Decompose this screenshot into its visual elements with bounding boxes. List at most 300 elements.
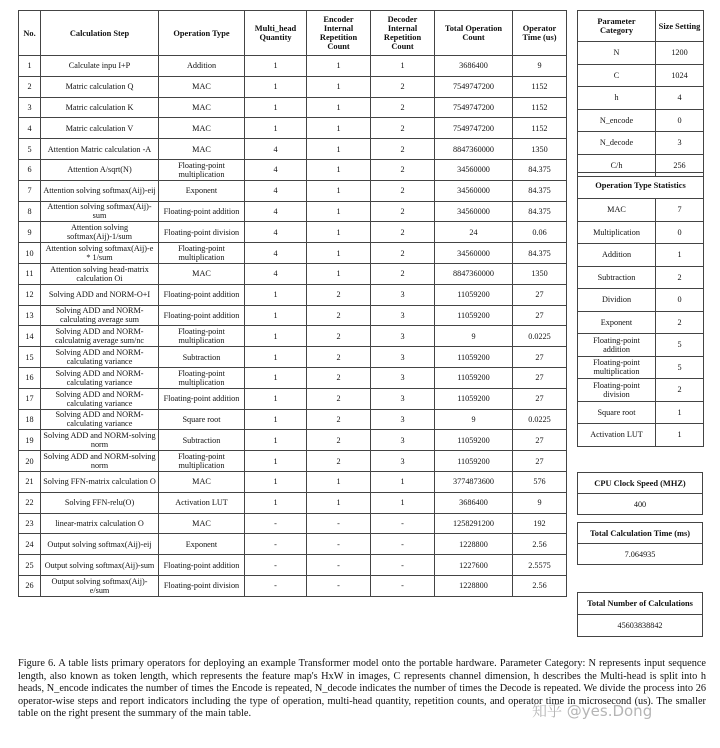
operator-row-cell: 11059200 <box>435 388 513 409</box>
operator-row-cell: 3 <box>371 409 435 430</box>
operator-row-cell: 2 <box>307 347 371 368</box>
operation-type-row-cell: 0 <box>656 221 704 244</box>
operation-type-row <box>578 199 704 222</box>
operator-row-cell: 2 <box>371 263 435 284</box>
operator-row-cell: 1 <box>245 305 307 326</box>
operator-row-cell: 14 <box>19 326 41 347</box>
operator-row-cell: 2 <box>371 76 435 97</box>
operator-row-cell: 3 <box>371 388 435 409</box>
operator-row-cell: 2.56 <box>513 534 567 555</box>
operator-row-cell: 11 <box>19 263 41 284</box>
parameter-row-cell: N_decode <box>578 132 656 155</box>
operator-row-cell: 15 <box>19 347 41 368</box>
operator-row-cell: 10 <box>19 243 41 264</box>
parameter-row <box>578 42 704 65</box>
operator-row-cell: - <box>371 534 435 555</box>
operator-row-cell: 3 <box>371 430 435 451</box>
operator-row-cell: 11059200 <box>435 430 513 451</box>
operator-row-cell: Floating-point addition <box>159 201 245 222</box>
operator-row-cell: 192 <box>513 513 567 534</box>
operator-row-cell: 3774873600 <box>435 471 513 492</box>
operator-row-cell: 7549747200 <box>435 118 513 139</box>
operator-row <box>19 471 567 492</box>
operator-row-cell: 2 <box>371 180 435 201</box>
operation-type-statistics-table <box>577 172 704 447</box>
operation-type-row <box>578 401 704 424</box>
operator-row-cell: Solving ADD and NORM-calculating variance <box>41 347 159 368</box>
operator-row-cell: 2 <box>307 305 371 326</box>
operator-row <box>19 243 567 264</box>
operator-row-cell: Solving ADD and NORM-O+I <box>41 284 159 305</box>
operator-row-cell: Attention A/sqrt(N) <box>41 159 159 180</box>
operator-row-cell: 11059200 <box>435 451 513 472</box>
operator-row-cell: 1152 <box>513 118 567 139</box>
operator-row-cell: Square root <box>159 409 245 430</box>
operator-row-cell: Attention solving softmax(Aij)-sum <box>41 201 159 222</box>
operator-row-cell: 1 <box>245 76 307 97</box>
operator-row-cell: 4 <box>245 159 307 180</box>
cpu-clock-table <box>577 472 703 515</box>
operator-row-cell: Floating-point addition <box>159 555 245 576</box>
parameter-table-header <box>578 11 704 42</box>
operator-row-cell: Attention solving softmax(Aij)-1/sum <box>41 222 159 243</box>
operator-row-cell: MAC <box>159 263 245 284</box>
operator-row-cell: 6 <box>19 159 41 180</box>
operator-row-cell: Activation LUT <box>159 492 245 513</box>
operator-row-cell: 11059200 <box>435 367 513 388</box>
operator-row <box>19 492 567 513</box>
operator-row-cell: Solving ADD and NORM-calculating average sum <box>41 305 159 326</box>
operator-row-cell: 1 <box>245 388 307 409</box>
operator-row-cell: Matric calculation K <box>41 97 159 118</box>
operator-row-cell: 1228800 <box>435 534 513 555</box>
total-time-value: 7.064935 <box>578 544 703 565</box>
operation-type-row-cell: Dividion <box>578 289 656 312</box>
operator-row-cell: 7 <box>19 180 41 201</box>
operation-type-row <box>578 289 704 312</box>
operator-row-cell: - <box>307 513 371 534</box>
operator-row-cell: 84.375 <box>513 201 567 222</box>
operator-row <box>19 326 567 347</box>
operator-row-cell: 4 <box>245 180 307 201</box>
operator-row-cell: 7549747200 <box>435 76 513 97</box>
operator-row-cell: 1227600 <box>435 555 513 576</box>
operator-row-cell: - <box>307 534 371 555</box>
total-calculations-table <box>577 592 703 637</box>
operator-row-cell: 84.375 <box>513 159 567 180</box>
operator-row-cell: Floating-point multiplication <box>159 243 245 264</box>
operator-row <box>19 451 567 472</box>
operator-row-cell: 1 <box>245 492 307 513</box>
operator-row-cell: 1 <box>371 471 435 492</box>
operator-row-cell: Addition <box>159 56 245 77</box>
operator-row-cell: Solving FFN-relu(O) <box>41 492 159 513</box>
parameter-row-cell: C <box>578 64 656 87</box>
parameter-row <box>578 109 704 132</box>
operator-row-cell: 1 <box>245 430 307 451</box>
operator-table-header-cell: Calculation Step <box>41 11 159 56</box>
cpu-clock-title: CPU Clock Speed (MHZ) <box>578 473 703 494</box>
operator-row-cell: 1 <box>245 367 307 388</box>
operation-type-row-cell: Subtraction <box>578 266 656 289</box>
operator-row-cell: 21 <box>19 471 41 492</box>
total-calculations-title: Total Number of Calculations <box>578 593 703 615</box>
operator-row-cell: 2 <box>371 97 435 118</box>
operator-row-cell: Floating-point multiplication <box>159 159 245 180</box>
operator-row-cell: 27 <box>513 305 567 326</box>
operator-row <box>19 222 567 243</box>
operator-row-cell: Matric calculation Q <box>41 76 159 97</box>
operator-row-cell: 16 <box>19 367 41 388</box>
operator-row-cell: 8 <box>19 201 41 222</box>
operator-row-cell: 1 <box>307 180 371 201</box>
operator-row-cell: 22 <box>19 492 41 513</box>
operator-row-cell: 1 <box>307 139 371 160</box>
operator-row-cell: Solving ADD and NORM-calculatnig average sum/nc <box>41 326 159 347</box>
operation-type-row-cell: 2 <box>656 311 704 334</box>
operator-row-cell: 24 <box>19 534 41 555</box>
operator-row-cell: 1 <box>307 118 371 139</box>
operator-row-cell: 27 <box>513 284 567 305</box>
operator-row-cell: 1 <box>307 471 371 492</box>
parameter-row-cell: N_encode <box>578 109 656 132</box>
operator-row-cell: 23 <box>19 513 41 534</box>
operator-row-cell: Floating-point division <box>159 222 245 243</box>
operator-row-cell: 84.375 <box>513 180 567 201</box>
operator-row-cell: 9 <box>513 492 567 513</box>
operation-type-row-cell: Exponent <box>578 311 656 334</box>
operation-type-row-cell: 7 <box>656 199 704 222</box>
operator-row-cell: 11059200 <box>435 347 513 368</box>
operator-row-cell: - <box>245 534 307 555</box>
operator-row <box>19 555 567 576</box>
operation-type-row-cell: 2 <box>656 379 704 402</box>
operation-type-row-cell: Addition <box>578 244 656 267</box>
operator-table-header-cell: Multi_head Quantity <box>245 11 307 56</box>
operator-row-cell: 0.0225 <box>513 409 567 430</box>
operator-row-cell: Subtraction <box>159 430 245 451</box>
operator-row-cell: Solving FFN-matrix calculation O <box>41 471 159 492</box>
operator-row-cell: 34560000 <box>435 180 513 201</box>
operator-table-header-cell: No. <box>19 11 41 56</box>
operator-row-cell: 1 <box>307 76 371 97</box>
operator-row-cell: 1 <box>307 97 371 118</box>
parameter-row <box>578 132 704 155</box>
parameter-row-cell: 3 <box>656 132 704 155</box>
operator-row-cell: MAC <box>159 513 245 534</box>
operator-row-cell: 2 <box>371 118 435 139</box>
operator-row-cell: 27 <box>513 388 567 409</box>
operator-row-cell: 2 <box>371 139 435 160</box>
operator-row-cell: 4 <box>19 118 41 139</box>
operator-row-cell: 2 <box>307 367 371 388</box>
operator-row-cell: 11059200 <box>435 284 513 305</box>
operator-row <box>19 263 567 284</box>
operator-row-cell: Calculate inpu I+P <box>41 56 159 77</box>
operation-type-statistics-title: Operation Type Statistics <box>578 173 704 199</box>
operation-type-row-cell: 5 <box>656 334 704 357</box>
operator-row-cell: 17 <box>19 388 41 409</box>
operator-row-cell: 5 <box>19 139 41 160</box>
operator-row-cell: 1 <box>245 118 307 139</box>
operator-row-cell: 9 <box>435 326 513 347</box>
operator-row-cell: Subtraction <box>159 347 245 368</box>
operator-row-cell: 1 <box>307 222 371 243</box>
parameter-row-cell: C/h <box>578 154 656 177</box>
operator-row-cell: Output solving softmax(Aij)-eij <box>41 534 159 555</box>
parameter-table-header-cell: Size Setting <box>656 11 704 42</box>
operator-row-cell: 2.5575 <box>513 555 567 576</box>
operator-row <box>19 180 567 201</box>
operator-row-cell: 4 <box>245 263 307 284</box>
operator-row <box>19 201 567 222</box>
operator-row-cell: 1228800 <box>435 575 513 596</box>
operator-table-header-cell: Total Operation Count <box>435 11 513 56</box>
operator-row <box>19 305 567 326</box>
operator-row-cell: 20 <box>19 451 41 472</box>
operator-row <box>19 513 567 534</box>
operator-row-cell: Floating-point division <box>159 575 245 596</box>
operation-type-row <box>578 266 704 289</box>
operator-row-cell: Solving ADD and NORM-solving norm <box>41 430 159 451</box>
operator-row-cell: 1 <box>245 471 307 492</box>
operator-row-cell: 1 <box>245 56 307 77</box>
operator-row-cell: Floating-point addition <box>159 284 245 305</box>
operation-type-row <box>578 221 704 244</box>
figure-caption: Figure 6. A table lists primary operators for deploying an example Transformer model onto the portable hardware. Parameter Category: N represents input sequence length, also known as token length, which represents the feature map's HxW in images, C represents channel dimension, h describes the Multi-head is split into h heads, N_encode indicates the number of times the Encode is repeated, N_decode indicates the number of times the Decode is repeated. We divide the process into 26 operator-wise steps and report indicators including the type of operation, multi-head quantity, repetition counts, and operator time in microsecond (us). The smaller table on the right present the summary of the main table. <box>18 658 706 720</box>
operator-row-cell: Attention Matric calculation -A <box>41 139 159 160</box>
operator-row-cell: 27 <box>513 367 567 388</box>
operator-row-cell: 1 <box>245 284 307 305</box>
operator-row-cell: 3 <box>371 326 435 347</box>
operator-row-cell: 2 <box>371 243 435 264</box>
operator-row-cell: MAC <box>159 118 245 139</box>
operator-row-cell: Floating-point multiplication <box>159 451 245 472</box>
operator-row-cell: 1 <box>245 347 307 368</box>
parameter-row-cell: h <box>578 87 656 110</box>
operator-row-cell: 19 <box>19 430 41 451</box>
operator-row-cell: 27 <box>513 451 567 472</box>
parameter-row <box>578 64 704 87</box>
operator-table-header-cell: Operation Type <box>159 11 245 56</box>
operator-row-cell: 13 <box>19 305 41 326</box>
parameter-table <box>577 10 704 177</box>
total-time-title: Total Calculation Time (ms) <box>578 523 703 544</box>
operator-row-cell: 34560000 <box>435 159 513 180</box>
operator-row-cell: 2.56 <box>513 575 567 596</box>
operator-row-cell: 24 <box>435 222 513 243</box>
operator-row <box>19 159 567 180</box>
operation-type-row-cell: Floating-point division <box>578 379 656 402</box>
operator-row-cell: 3 <box>371 367 435 388</box>
operator-row-cell: 9 <box>435 409 513 430</box>
operator-row-cell: 8847360000 <box>435 139 513 160</box>
operator-row-cell: 1 <box>307 492 371 513</box>
operator-row <box>19 534 567 555</box>
operator-row-cell: - <box>371 513 435 534</box>
operation-type-row-cell: 1 <box>656 401 704 424</box>
operator-row-cell: 4 <box>245 222 307 243</box>
operator-table <box>18 10 567 597</box>
operator-row-cell: 25 <box>19 555 41 576</box>
operator-row-cell: 34560000 <box>435 243 513 264</box>
operator-row <box>19 430 567 451</box>
watermark: 知乎 @yes.Dong <box>532 702 653 720</box>
operator-table-header-cell: Operator Time (us) <box>513 11 567 56</box>
cpu-clock-value: 400 <box>578 494 703 515</box>
parameter-row-cell: 1200 <box>656 42 704 65</box>
operator-row-cell: 1 <box>245 326 307 347</box>
operator-row-cell: Output solving softmax(Aij)-e/sum <box>41 575 159 596</box>
operator-row-cell: Exponent <box>159 534 245 555</box>
operator-row-cell: 576 <box>513 471 567 492</box>
operator-row-cell: 3686400 <box>435 492 513 513</box>
operator-row-cell: 1350 <box>513 263 567 284</box>
operator-row-cell: 3 <box>371 284 435 305</box>
operator-row-cell: 27 <box>513 430 567 451</box>
operation-type-row-cell: Activation LUT <box>578 424 656 447</box>
parameter-row-cell: 256 <box>656 154 704 177</box>
operator-row <box>19 139 567 160</box>
operator-row-cell: 1 <box>371 56 435 77</box>
operator-row-cell: 1 <box>19 56 41 77</box>
operator-row-cell: 3 <box>371 305 435 326</box>
operator-table-header-cell: Decoder Internal Repetition Count <box>371 11 435 56</box>
operator-row-cell: 4 <box>245 139 307 160</box>
operator-row <box>19 388 567 409</box>
total-time-table <box>577 522 703 565</box>
operator-row-cell: Floating-point multiplication <box>159 367 245 388</box>
operator-row-cell: MAC <box>159 76 245 97</box>
operator-row-cell: 3 <box>371 347 435 368</box>
operator-row-cell: 3 <box>371 451 435 472</box>
operator-row <box>19 284 567 305</box>
operator-row-cell: 1 <box>245 409 307 430</box>
operator-row-cell: Solving ADD and NORM-solving norm <box>41 451 159 472</box>
operator-row-cell: MAC <box>159 97 245 118</box>
operator-row-cell: 1 <box>371 492 435 513</box>
operator-row-cell: 1258291200 <box>435 513 513 534</box>
operator-row <box>19 56 567 77</box>
operator-row-cell: Floating-point addition <box>159 388 245 409</box>
parameter-row-cell: 0 <box>656 109 704 132</box>
operation-type-row <box>578 334 704 357</box>
operator-row-cell: Output solving softmax(Aij)-sum <box>41 555 159 576</box>
operation-type-row-cell: Square root <box>578 401 656 424</box>
operator-row-cell: 3686400 <box>435 56 513 77</box>
operator-row-cell: Solving ADD and NORM-calculating variance <box>41 388 159 409</box>
operator-row-cell: 1152 <box>513 76 567 97</box>
operator-row-cell: linear-matrix calculation O <box>41 513 159 534</box>
operator-table-header <box>19 11 567 56</box>
operator-row-cell: 2 <box>371 201 435 222</box>
operator-row-cell: 2 <box>307 284 371 305</box>
operator-row-cell: 1 <box>245 451 307 472</box>
operator-row-cell: 27 <box>513 347 567 368</box>
operator-row-cell: Attention solving head-matrix calculation Oi <box>41 263 159 284</box>
operator-row-cell: 1 <box>307 263 371 284</box>
operator-row-cell: 1350 <box>513 139 567 160</box>
parameter-row <box>578 87 704 110</box>
operator-row-cell: Attention solving softmax(Aij)-eij <box>41 180 159 201</box>
operator-row-cell: Floating-point multiplication <box>159 326 245 347</box>
operator-row-cell: 2 <box>371 222 435 243</box>
operator-row <box>19 76 567 97</box>
total-calculations-value: 45603838842 <box>578 615 703 637</box>
operation-type-row-cell: MAC <box>578 199 656 222</box>
operator-row-cell: 4 <box>245 243 307 264</box>
operator-row-cell: Solving ADD and NORM-calculating variance <box>41 367 159 388</box>
operation-type-row-cell: 2 <box>656 266 704 289</box>
operator-row-cell: 9 <box>513 56 567 77</box>
operator-row-cell: 8847360000 <box>435 263 513 284</box>
operator-row-cell: MAC <box>159 471 245 492</box>
operator-row-cell: 11059200 <box>435 305 513 326</box>
operator-row-cell: 0.0225 <box>513 326 567 347</box>
operator-row-cell: Exponent <box>159 180 245 201</box>
operator-row-cell: Matric calculation V <box>41 118 159 139</box>
operator-row-cell: 0.06 <box>513 222 567 243</box>
operation-type-row <box>578 311 704 334</box>
operator-row-cell: - <box>371 555 435 576</box>
operator-row <box>19 97 567 118</box>
parameter-row-cell: N <box>578 42 656 65</box>
operator-row-cell: 1 <box>307 243 371 264</box>
operation-type-row-cell: 0 <box>656 289 704 312</box>
operator-row-cell: 12 <box>19 284 41 305</box>
parameter-table-header-cell: Parameter Category <box>578 11 656 42</box>
operator-row-cell: 1 <box>307 56 371 77</box>
operation-type-row-cell: 5 <box>656 356 704 379</box>
operation-type-row-cell: Floating-point addition <box>578 334 656 357</box>
operator-row-cell: Solving ADD and NORM-calculating variance <box>41 409 159 430</box>
operator-row-cell: 2 <box>19 76 41 97</box>
operator-row-cell: 9 <box>19 222 41 243</box>
operator-row-cell: - <box>245 513 307 534</box>
operator-row <box>19 118 567 139</box>
operator-row-cell: - <box>245 555 307 576</box>
operation-type-row <box>578 356 704 379</box>
operator-row-cell: 1 <box>245 97 307 118</box>
parameter-row-cell: 4 <box>656 87 704 110</box>
operator-row-cell: 4 <box>245 201 307 222</box>
operation-type-row-cell: 1 <box>656 424 704 447</box>
operator-row-cell: 84.375 <box>513 243 567 264</box>
operator-row-cell: 34560000 <box>435 201 513 222</box>
operator-row-cell: - <box>307 555 371 576</box>
operator-row-cell: 2 <box>307 388 371 409</box>
operator-row-cell: 1 <box>307 201 371 222</box>
operator-row-cell: 2 <box>307 326 371 347</box>
operator-row-cell: 26 <box>19 575 41 596</box>
operator-row-cell: 2 <box>307 430 371 451</box>
operation-type-row <box>578 379 704 402</box>
operator-row-cell: Attention solving softmax(Aij)-e * 1/sum <box>41 243 159 264</box>
operator-table-header-cell: Encoder Internal Repetition Count <box>307 11 371 56</box>
operation-type-row <box>578 244 704 267</box>
operator-row-cell: - <box>307 575 371 596</box>
operator-row-cell: Floating-point addition <box>159 305 245 326</box>
operator-row <box>19 575 567 596</box>
operator-row-cell: 1 <box>307 159 371 180</box>
operator-row-cell: 7549747200 <box>435 97 513 118</box>
operator-row-cell: - <box>371 575 435 596</box>
operator-row <box>19 347 567 368</box>
operation-type-row-cell: Multiplication <box>578 221 656 244</box>
parameter-row-cell: 1024 <box>656 64 704 87</box>
operator-row-cell: MAC <box>159 139 245 160</box>
operator-row <box>19 409 567 430</box>
